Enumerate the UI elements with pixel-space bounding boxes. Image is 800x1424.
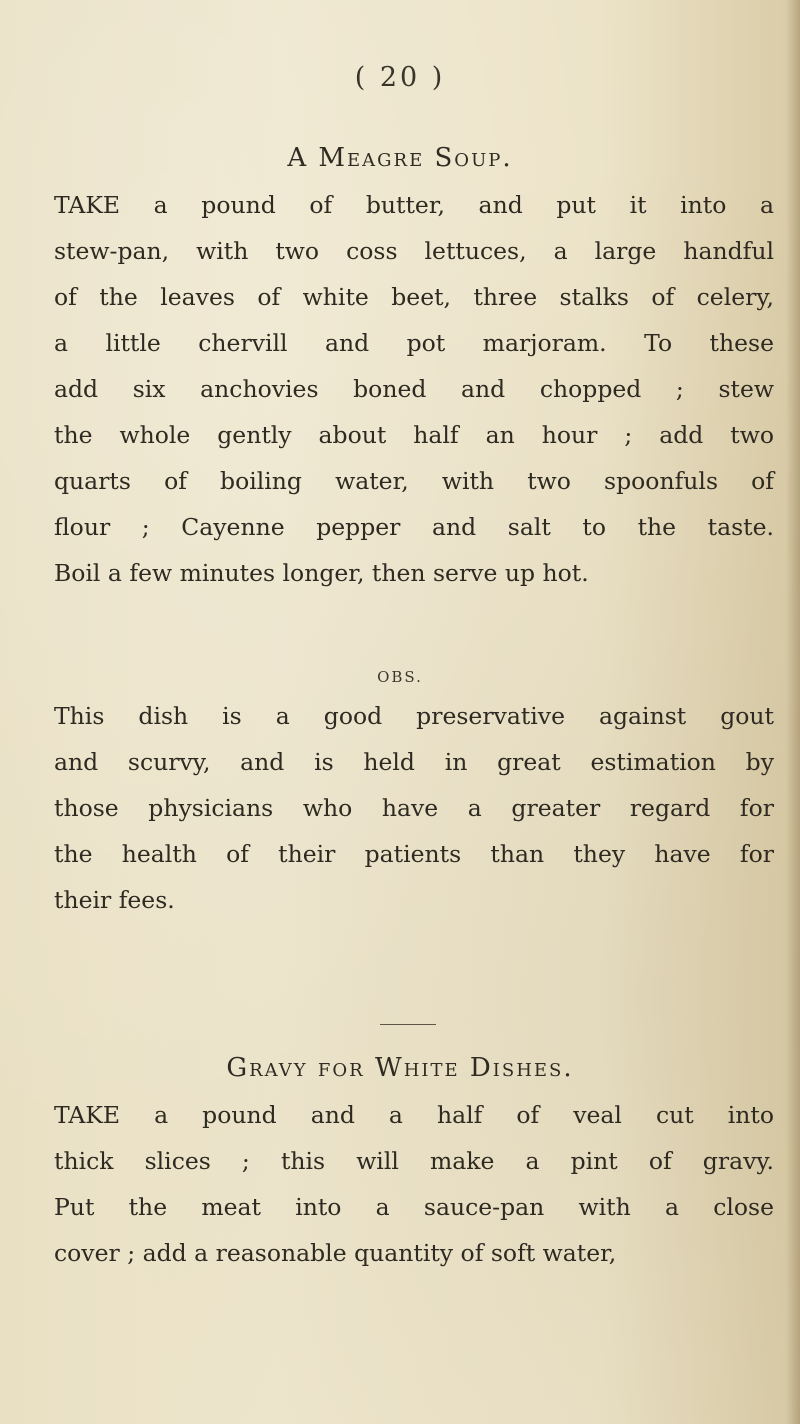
- text-line: TAKE a pound and a half of veal cut into: [54, 1101, 774, 1129]
- text-line: TAKE a pound of butter, and put it into a: [54, 191, 774, 219]
- text-line: the health of their patients than they have for: [54, 840, 774, 868]
- section-divider: [380, 1024, 436, 1025]
- page-number: ( 20 ): [354, 62, 446, 93]
- text-line: flour ; Cayenne pepper and salt to the taste.: [54, 513, 774, 541]
- text-line: and scurvy, and is held in great estimation by: [54, 748, 774, 776]
- text-line: This dish is a good preservative against gout: [54, 702, 774, 730]
- text-line: Put the meat into a sauce-pan with a close: [54, 1193, 774, 1221]
- section-heading-gravy: Gravy for White Dishes.: [226, 1053, 574, 1083]
- text-line: cover ; add a reasonable quantity of soft water,: [54, 1239, 617, 1267]
- text-line: of the leaves of white beet, three stalks of celery,: [54, 283, 774, 311]
- obs-paragraph: [54, 693, 774, 923]
- text-line: Boil a few minutes longer, then serve up hot.: [54, 559, 589, 587]
- text-line: their fees.: [54, 886, 175, 914]
- text-line: those physicians who have a greater regard for: [54, 794, 774, 822]
- recipe-paragraph-gravy: [54, 1092, 774, 1276]
- text-line: stew-pan, with two coss lettuces, a large handful: [54, 237, 774, 265]
- text-line: a little chervill and pot marjoram. To these: [54, 329, 774, 357]
- text-line: add six anchovies boned and chopped ; stew: [54, 375, 774, 403]
- section-heading-meagre-soup: A Meagre Soup.: [287, 143, 513, 173]
- recipe-paragraph-meagre-soup: [54, 182, 774, 596]
- text-line: thick slices ; this will make a pint of gravy.: [54, 1147, 774, 1175]
- obs-label: OBS.: [377, 668, 423, 686]
- page-edge-shadow: [786, 0, 800, 1424]
- text-line: quarts of boiling water, with two spoonfuls of: [54, 467, 774, 495]
- text-line: the whole gently about half an hour ; add two: [54, 421, 774, 449]
